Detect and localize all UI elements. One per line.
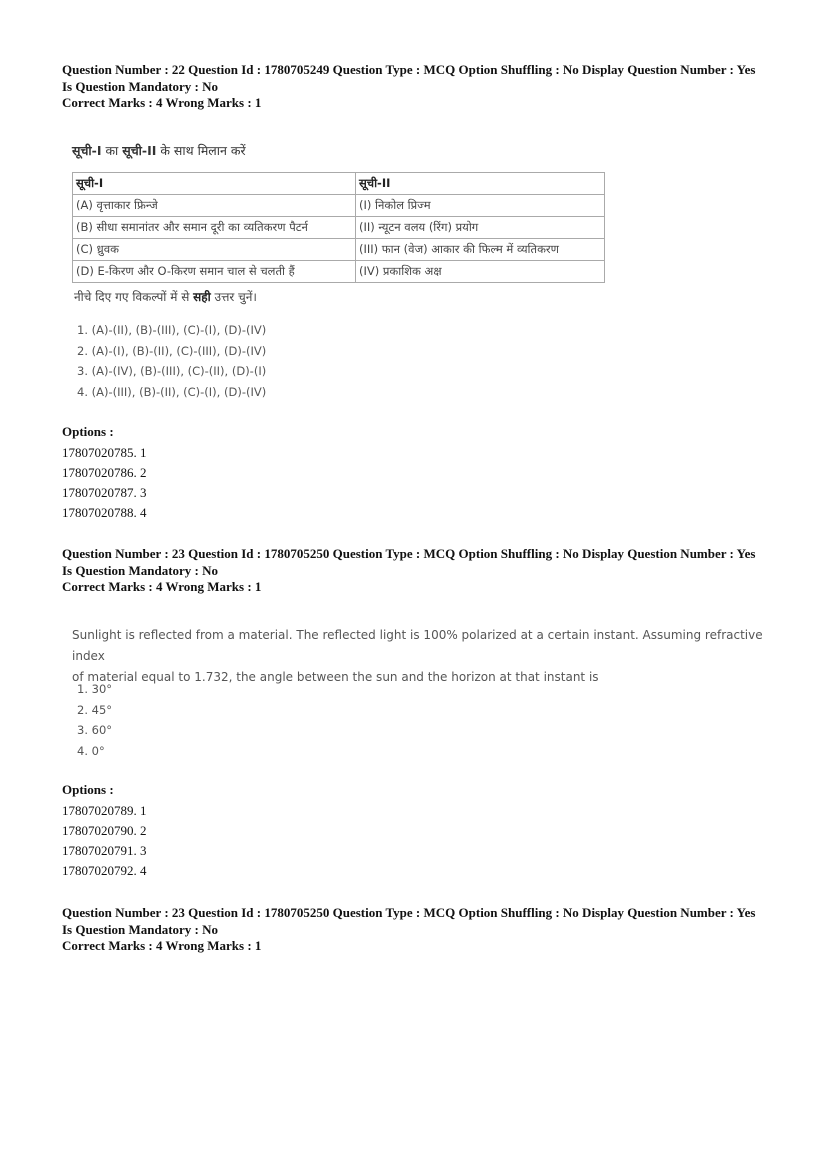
table-cell: (IV) प्रकाशिक अक्ष bbox=[356, 261, 605, 283]
q23b-meta-line1: Question Number : 23 Question Id : 1780705250 Question Type : MCQ Option Shuffling : No Display Question Number : Yes bbox=[62, 905, 756, 920]
q22-meta bbox=[62, 62, 782, 112]
choice-item: 2. (A)-(I), (B)-(II), (C)-(III), (D)-(IV) bbox=[77, 343, 267, 358]
q22-title-list2: सूची-II bbox=[122, 143, 157, 158]
q22-title-mid: का bbox=[101, 143, 123, 158]
choice-item: 1. (A)-(II), (B)-(III), (C)-(I), (D)-(IV) bbox=[77, 323, 267, 337]
q22-title-list1: सूची-I bbox=[72, 143, 102, 158]
table-cell: (III) फान (वेज) आकार की फिल्म में व्यतिकरण bbox=[356, 239, 605, 261]
table-cell: (D) E-किरण और O-किरण समान चाल से चलती हैं bbox=[73, 261, 356, 283]
q23-options-list bbox=[62, 801, 147, 881]
instruction-pre: नीचे दिए गए विकल्पों में से bbox=[74, 290, 194, 304]
q22-options-list bbox=[62, 443, 147, 523]
q22-title bbox=[72, 142, 246, 159]
option-id: 17807020792. 4 bbox=[62, 863, 147, 878]
q23-meta bbox=[62, 546, 782, 596]
option-id: 17807020791. 3 bbox=[62, 843, 147, 858]
table-row bbox=[73, 217, 605, 239]
choice-item: 4. 0° bbox=[77, 743, 105, 758]
q22-meta-line3: Correct Marks : 4 Wrong Marks : 1 bbox=[62, 95, 262, 110]
q23-meta-line2: Is Question Mandatory : No bbox=[62, 562, 219, 578]
q23b-meta bbox=[62, 905, 782, 955]
choice-item: 2. 45° bbox=[77, 702, 113, 717]
q23-text-line1: Sunlight is reflected from a material. The reflected light is 100% polarized at a certain instant. Assuming refractive index bbox=[72, 628, 763, 663]
instruction-bold: सही bbox=[193, 290, 211, 304]
q22-match-table bbox=[72, 172, 605, 283]
q23-question-text bbox=[72, 625, 782, 688]
q22-meta-line1: Question Number : 22 Question Id : 1780705249 Question Type : MCQ Option Shuffling : No Display Question Number : Yes bbox=[62, 62, 756, 77]
q23b-meta-line2: Is Question Mandatory : No bbox=[62, 921, 219, 937]
table-row bbox=[73, 239, 605, 261]
q23-meta-line3: Correct Marks : 4 Wrong Marks : 1 bbox=[62, 579, 262, 594]
q22-instruction bbox=[74, 288, 257, 305]
instruction-post: उत्तर चुनें। bbox=[210, 290, 257, 304]
table-cell: (A) वृत्ताकार फ्रिन्जे bbox=[73, 195, 356, 217]
q23-options-heading: Options : bbox=[62, 782, 114, 797]
table-header-list1: सूची-I bbox=[73, 173, 356, 195]
option-id: 17807020788. 4 bbox=[62, 505, 147, 520]
option-id: 17807020789. 1 bbox=[62, 803, 147, 818]
choice-item: 3. (A)-(IV), (B)-(III), (C)-(II), (D)-(I) bbox=[77, 364, 267, 378]
table-header-row bbox=[73, 173, 605, 195]
table-cell: (C) ध्रुवक bbox=[73, 239, 356, 261]
choice-item: 3. 60° bbox=[77, 723, 113, 737]
table-header-list2: सूची-II bbox=[356, 173, 605, 195]
q23-text-line2: of material equal to 1.732, the angle between the sun and the horizon at that instant is bbox=[72, 670, 599, 684]
q22-meta-line2: Is Question Mandatory : No bbox=[62, 78, 219, 94]
table-cell: (II) न्यूटन वलय (रिंग) प्रयोग bbox=[356, 217, 605, 239]
option-id: 17807020787. 3 bbox=[62, 485, 147, 500]
table-cell: (I) निकोल प्रिज्म bbox=[356, 195, 605, 217]
q23b-meta-line3: Correct Marks : 4 Wrong Marks : 1 bbox=[62, 938, 262, 953]
table-row bbox=[73, 195, 605, 217]
choice-item: 4. (A)-(III), (B)-(II), (C)-(I), (D)-(IV) bbox=[77, 384, 267, 399]
option-id: 17807020790. 2 bbox=[62, 823, 147, 838]
q22-options-heading: Options : bbox=[62, 424, 114, 439]
table-cell: (B) सीधा समानांतर और समान दूरी का व्यतिकरण पैटर्न bbox=[73, 217, 356, 239]
q22-title-rest: के साथ मिलान करें bbox=[156, 143, 246, 158]
q22-choices bbox=[77, 320, 266, 402]
q23-meta-line1: Question Number : 23 Question Id : 1780705250 Question Type : MCQ Option Shuffling : No Display Question Number : Yes bbox=[62, 546, 756, 561]
q23-choices bbox=[77, 679, 112, 761]
choice-item: 1. 30° bbox=[77, 682, 113, 696]
table-row bbox=[73, 261, 605, 283]
option-id: 17807020785. 1 bbox=[62, 445, 147, 460]
option-id: 17807020786. 2 bbox=[62, 465, 147, 480]
